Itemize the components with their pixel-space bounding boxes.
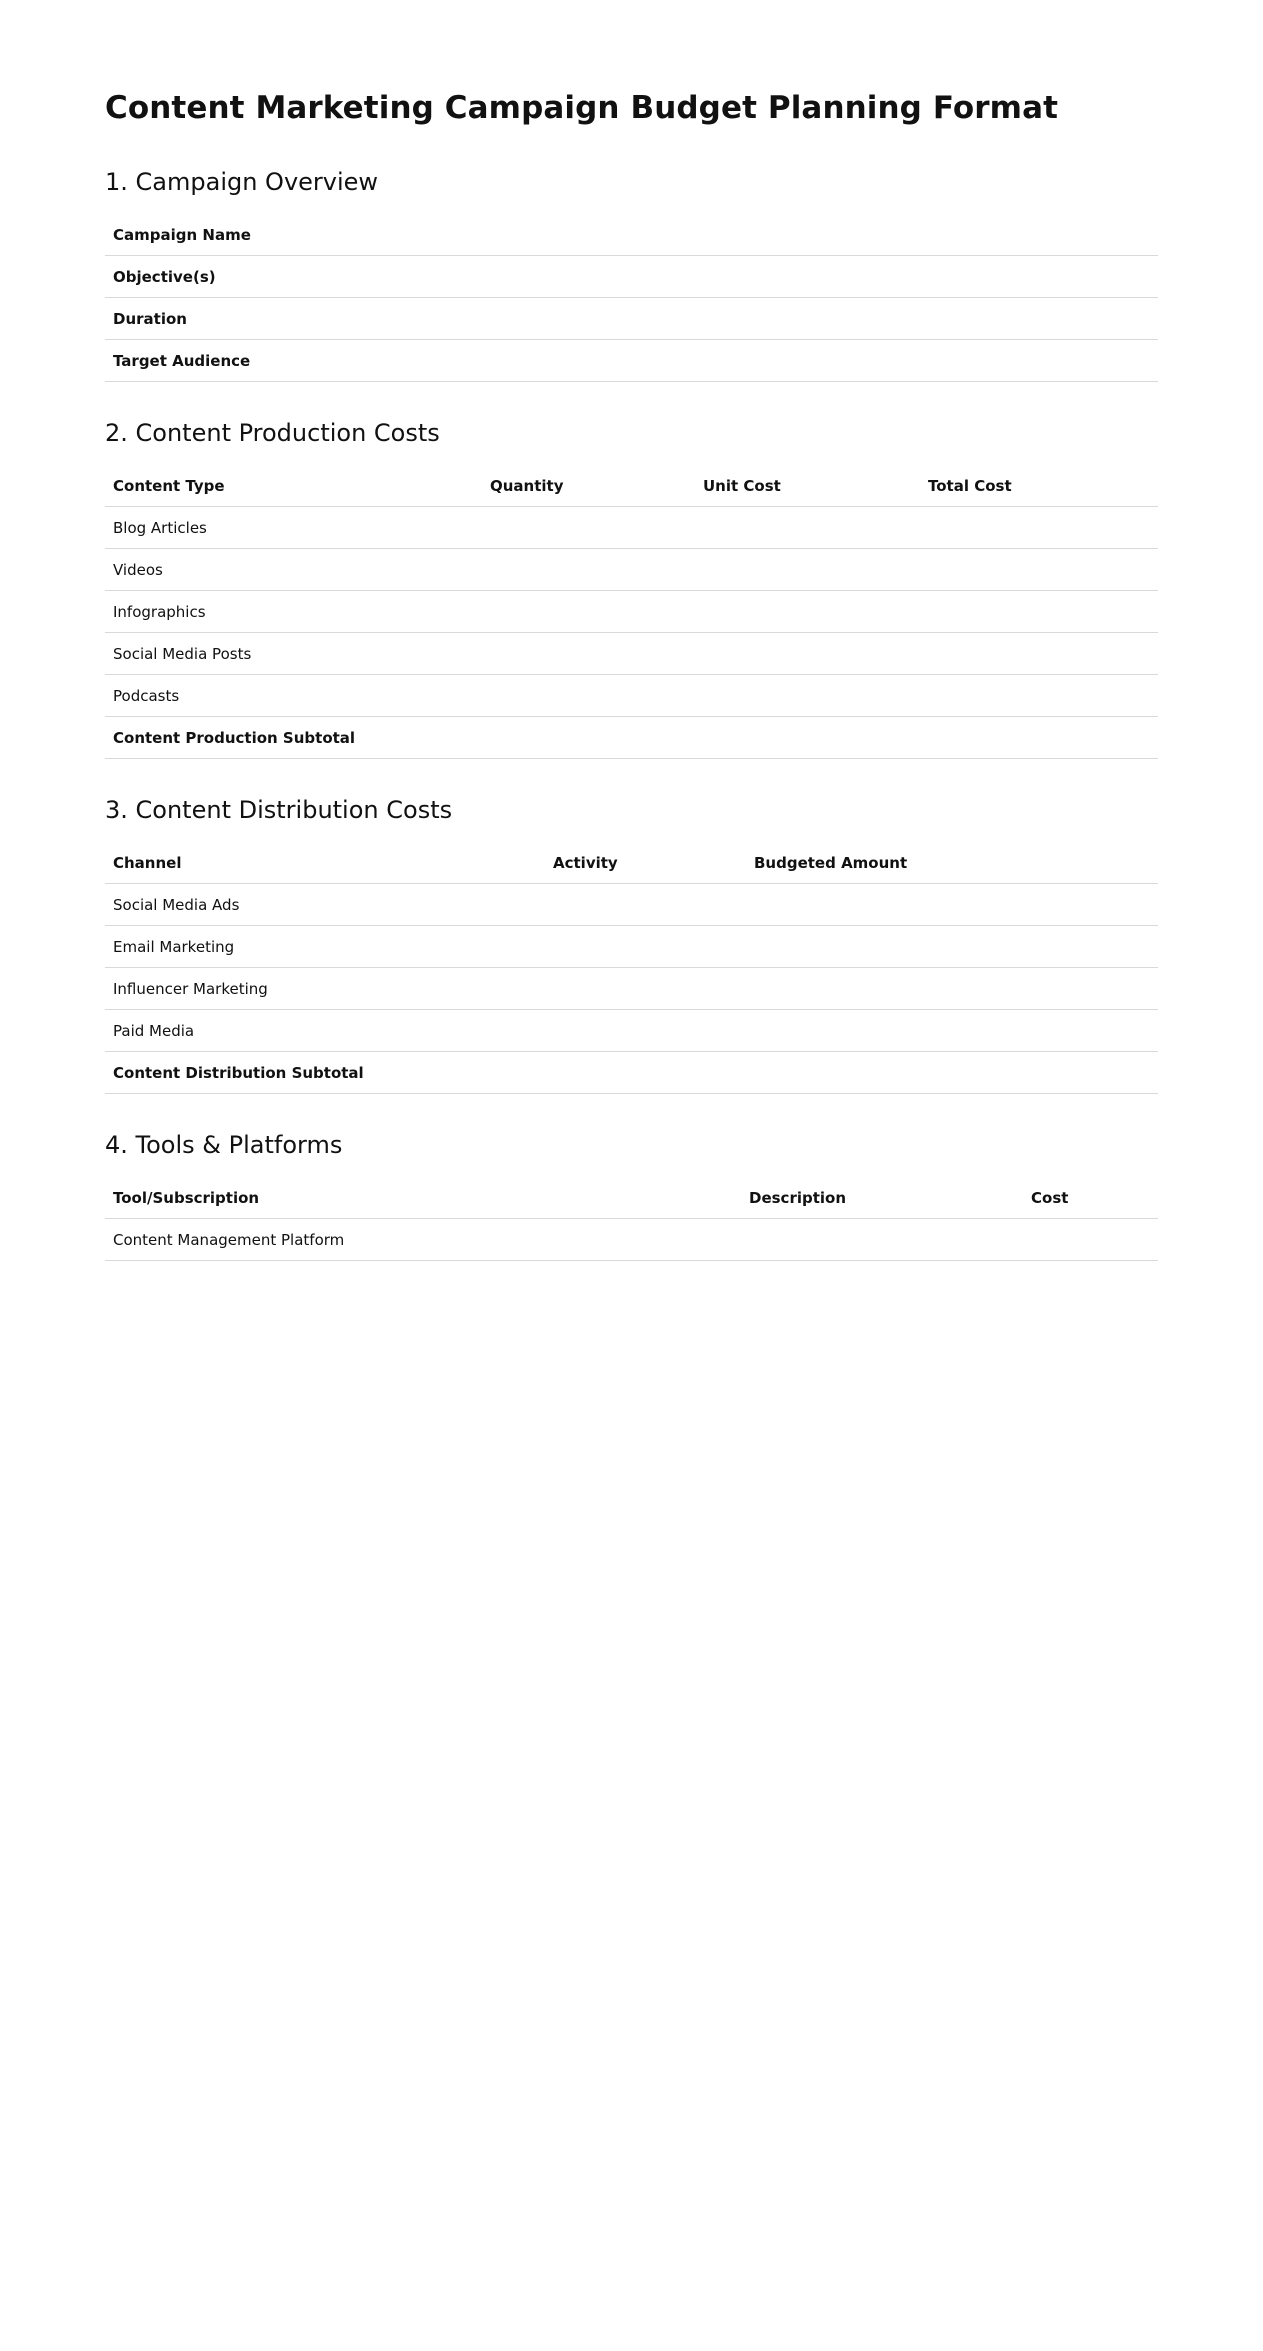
content-distribution-table (105, 842, 1158, 1094)
budgeted-amount-cell (746, 1010, 1158, 1052)
total-cost-cell (920, 549, 1158, 591)
activity-cell (545, 884, 746, 926)
row-label: Videos (105, 549, 482, 591)
quantity-cell (482, 675, 695, 717)
campaign-overview-table (105, 214, 1158, 382)
table-row (105, 214, 1158, 256)
row-label: Influencer Marketing (105, 968, 545, 1010)
row-label: Infographics (105, 591, 482, 633)
column-header: Quantity (482, 465, 695, 507)
total-cost-cell (920, 633, 1158, 675)
table-row (105, 675, 1158, 717)
row-label: Podcasts (105, 675, 482, 717)
row-label: Content Management Platform (105, 1219, 741, 1261)
unit-cost-cell (695, 633, 920, 675)
row-label: Social Media Posts (105, 633, 482, 675)
column-header: Activity (545, 842, 746, 884)
activity-cell (545, 1010, 746, 1052)
unit-cost-cell (695, 591, 920, 633)
subtotal-value-cell (746, 1052, 1158, 1094)
table-row (105, 591, 1158, 633)
tools-platforms-section (105, 1127, 1158, 1261)
content-distribution-section (105, 792, 1158, 1094)
row-label: Paid Media (105, 1010, 545, 1052)
unit-cost-cell (695, 507, 920, 549)
cost-cell (1023, 1219, 1158, 1261)
column-header: Content Type (105, 465, 482, 507)
table-header-row (105, 1177, 1158, 1219)
quantity-cell (482, 549, 695, 591)
column-header: Unit Cost (695, 465, 920, 507)
budgeted-amount-cell (746, 884, 1158, 926)
table-row (105, 507, 1158, 549)
column-header: Budgeted Amount (746, 842, 1158, 884)
table-row (105, 633, 1158, 675)
total-cost-cell (920, 591, 1158, 633)
column-header: Tool/Subscription (105, 1177, 741, 1219)
subtotal-label: Content Distribution Subtotal (105, 1052, 545, 1094)
row-label: Campaign Name (105, 214, 1158, 256)
quantity-cell (482, 507, 695, 549)
table-row (105, 1010, 1158, 1052)
table-row (105, 256, 1158, 298)
section-heading: 2. Content Production Costs (105, 419, 440, 447)
unit-cost-cell (695, 549, 920, 591)
table-row (105, 298, 1158, 340)
table-row (105, 1219, 1158, 1261)
row-label: Blog Articles (105, 507, 482, 549)
subtotal-row (105, 717, 1158, 759)
budgeted-amount-cell (746, 968, 1158, 1010)
activity-cell (545, 968, 746, 1010)
table-row (105, 549, 1158, 591)
column-header: Cost (1023, 1177, 1158, 1219)
campaign-overview-section (105, 164, 1158, 382)
table-header-row (105, 465, 1158, 507)
tools-platforms-table (105, 1177, 1158, 1261)
content-production-table (105, 465, 1158, 759)
page-title: Content Marketing Campaign Budget Planning Format (105, 90, 1059, 126)
table-row (105, 340, 1158, 382)
content-production-section (105, 415, 1158, 759)
row-label: Social Media Ads (105, 884, 545, 926)
row-label: Email Marketing (105, 926, 545, 968)
column-header: Total Cost (920, 465, 1158, 507)
section-heading: 4. Tools & Platforms (105, 1131, 343, 1159)
quantity-cell (482, 633, 695, 675)
activity-cell (545, 926, 746, 968)
total-cost-cell (920, 675, 1158, 717)
unit-cost-cell (695, 675, 920, 717)
subtotal-row (105, 1052, 1158, 1094)
section-heading: 3. Content Distribution Costs (105, 796, 453, 824)
column-header: Channel (105, 842, 545, 884)
row-label: Objective(s) (105, 256, 1158, 298)
subtotal-label: Content Production Subtotal (105, 717, 482, 759)
row-label: Target Audience (105, 340, 1158, 382)
table-row (105, 968, 1158, 1010)
column-header: Description (741, 1177, 1023, 1219)
table-row (105, 884, 1158, 926)
section-heading: 1. Campaign Overview (105, 168, 379, 196)
description-cell (741, 1219, 1023, 1261)
row-label: Duration (105, 298, 1158, 340)
quantity-cell (482, 591, 695, 633)
total-cost-cell (920, 507, 1158, 549)
table-header-row (105, 842, 1158, 884)
table-row (105, 926, 1158, 968)
subtotal-value-cell (920, 717, 1158, 759)
budgeted-amount-cell (746, 926, 1158, 968)
